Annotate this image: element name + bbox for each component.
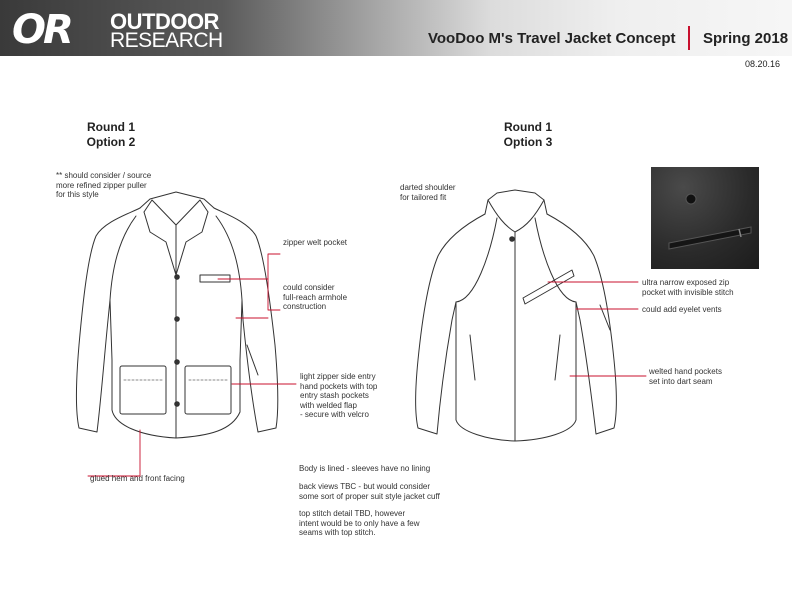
note-eyelet-vents bbox=[642, 305, 722, 315]
note-line: glued hem and front facing bbox=[90, 474, 185, 483]
note-line: darted shoulder bbox=[400, 183, 456, 192]
note-exposed-zip bbox=[642, 278, 734, 297]
fabric-swatch-photo bbox=[651, 167, 759, 269]
note-line: light zipper side entry bbox=[300, 372, 376, 381]
note-line: welted hand pockets bbox=[649, 367, 722, 376]
note-line: back views TBC - but would consider bbox=[299, 482, 431, 491]
note-line: zipper welt pocket bbox=[283, 238, 348, 247]
option3-round: Round 1 bbox=[504, 120, 552, 134]
note-line: intent would be to only have a few bbox=[299, 518, 420, 528]
document-date: 08.20.16 bbox=[744, 59, 780, 69]
option3-jacket-sketch bbox=[416, 190, 617, 441]
note-lining bbox=[299, 464, 430, 474]
document-title: VooDoo M's Travel Jacket Concept bbox=[428, 30, 676, 47]
option2-label: Option 2 bbox=[86, 135, 136, 149]
note-line: top stitch detail TBD, however bbox=[299, 509, 406, 518]
note-line: - secure with velcro bbox=[300, 410, 369, 419]
note-zipper-puller bbox=[56, 171, 151, 200]
note-line: for this style bbox=[56, 190, 99, 199]
note-welted-pockets bbox=[649, 367, 722, 386]
note-hem bbox=[90, 474, 185, 484]
note-back-views bbox=[299, 482, 440, 501]
option2-jacket-sketch bbox=[76, 192, 277, 438]
note-line: some sort of proper suit style jacket cuff bbox=[299, 491, 440, 501]
note-line: could add eyelet vents bbox=[642, 305, 722, 314]
logo-word-outdoor: OUTDOOR bbox=[110, 9, 219, 34]
note-line: ** should consider / source bbox=[56, 171, 152, 180]
note-line: entry stash pockets bbox=[300, 391, 369, 400]
note-line: pocket with invisible stitch bbox=[642, 287, 734, 297]
note-armhole bbox=[283, 283, 347, 312]
note-line: Body is lined - sleeves have no lining bbox=[299, 464, 431, 473]
logo-mark: OR bbox=[12, 7, 71, 53]
option3-label: Option 3 bbox=[503, 135, 553, 149]
note-top-stitch bbox=[299, 509, 420, 538]
callout-lines bbox=[88, 254, 646, 476]
logo-word-research: RESEARCH bbox=[110, 29, 223, 52]
note-darted-shoulder bbox=[400, 183, 456, 202]
note-line: for tailored fit bbox=[400, 192, 447, 202]
note-line: more refined zipper puller bbox=[56, 180, 147, 190]
note-line: seams with top stitch. bbox=[299, 528, 376, 537]
fabric-swatch-detail-svg bbox=[651, 167, 759, 269]
note-line: full-reach armhole bbox=[283, 292, 348, 302]
note-line: construction bbox=[283, 302, 327, 311]
season-label: Spring 2018 bbox=[703, 30, 789, 47]
note-line: could consider bbox=[283, 283, 335, 292]
note-line: hand pockets with top bbox=[300, 381, 378, 391]
note-zipper-welt bbox=[283, 238, 347, 248]
note-side-entry bbox=[300, 372, 377, 420]
note-line: ultra narrow exposed zip bbox=[642, 278, 730, 287]
note-line: set into dart seam bbox=[649, 376, 713, 386]
note-line: with welded flap bbox=[300, 400, 357, 410]
option2-round: Round 1 bbox=[87, 120, 135, 134]
